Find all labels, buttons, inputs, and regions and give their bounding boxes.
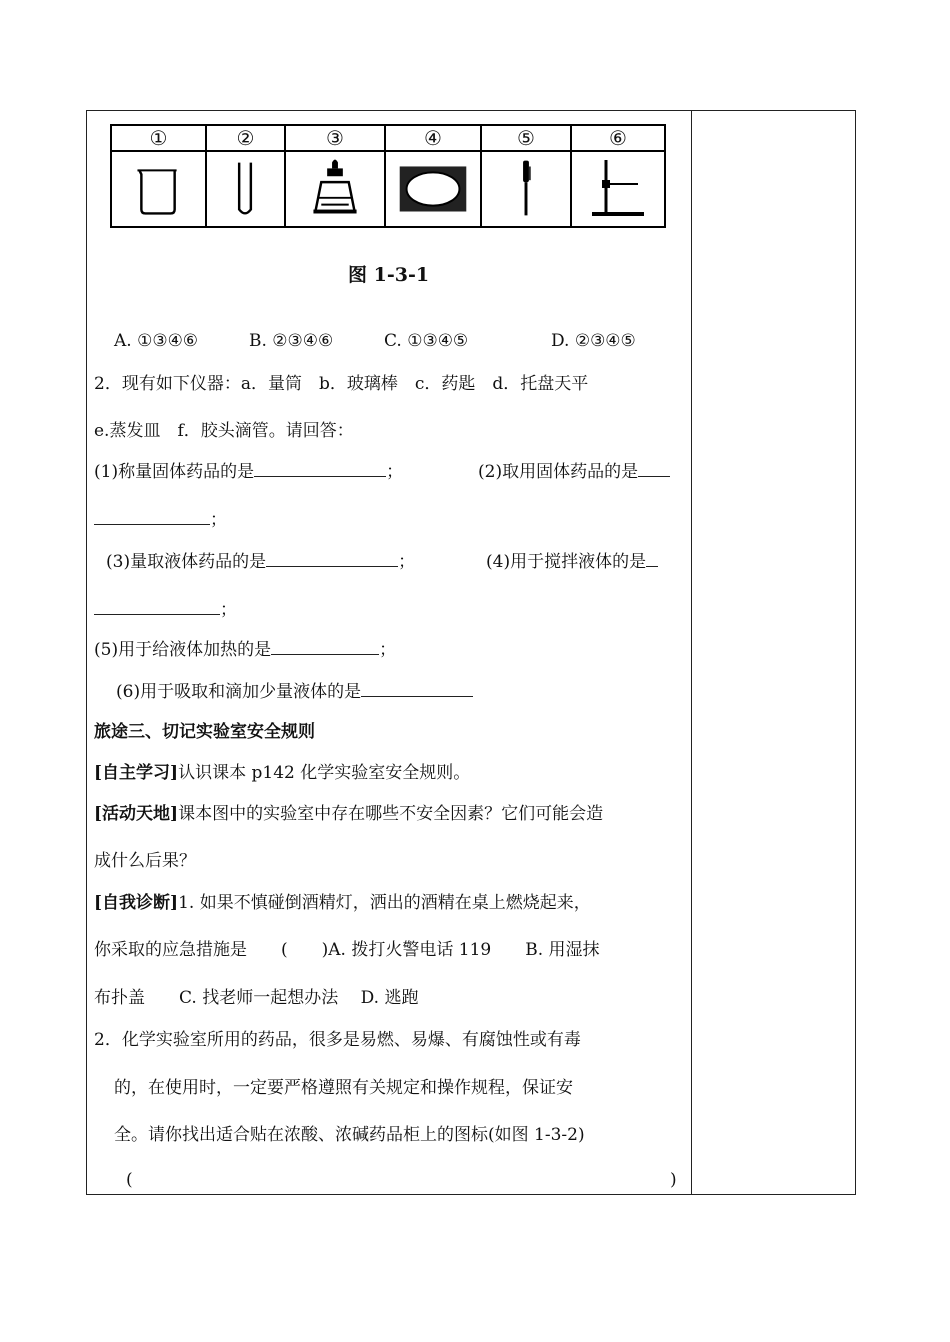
figure-cell-4 — [386, 126, 482, 226]
answer-blank-6[interactable] — [361, 680, 473, 697]
answer-blank-4a[interactable] — [646, 550, 658, 567]
self-study-text: 认识课本 p142 化学实验室安全规则。 — [178, 763, 471, 783]
answer-blank-2a[interactable] — [638, 460, 670, 477]
iron-stand-icon — [572, 156, 664, 220]
figure-number: ③ — [326, 126, 344, 150]
figure-number: ② — [236, 126, 255, 150]
answer-blank-5[interactable] — [271, 638, 379, 655]
part-4 — [486, 550, 658, 574]
question-2-line-2: e.蒸发皿 f．胶头滴管。请回答： — [94, 421, 354, 441]
part-1 — [94, 460, 403, 484]
part-1-label: (1)称量固体药品的是 — [94, 462, 255, 482]
answer-blank-1[interactable] — [254, 460, 386, 477]
part-1-end: ； — [386, 462, 404, 482]
part-2-end: ； — [210, 510, 227, 530]
activity — [94, 802, 603, 826]
figure-cell-5 — [482, 126, 572, 226]
figure-number: ① — [149, 126, 168, 150]
activity-text-2: 成什么后果？ — [94, 851, 196, 871]
activity-tag: [活动天地] — [94, 804, 179, 824]
part-5-label: (5)用于给液体加热的是 — [94, 640, 272, 660]
question-2b-line-2: 的，在使用时，一定要严格遵照有关规定和操作规程，保证安 — [114, 1078, 573, 1098]
question-2-line-1: 2．现有如下仪器：a．量筒 b．玻璃棒 c．药匙 d．托盘天平 — [94, 374, 589, 394]
evaporating-dish-icon — [386, 156, 480, 220]
self-diagnosis-tag: [自我诊断] — [94, 893, 179, 913]
part-4-cont — [94, 598, 237, 622]
option-b: B. ②③④⑥ — [249, 331, 334, 351]
beaker-icon — [112, 156, 205, 220]
figure-number: ⑤ — [517, 126, 535, 150]
answer-blank-2b[interactable] — [94, 508, 210, 525]
figure-cell-1 — [112, 126, 207, 226]
figure-cell-6 — [572, 126, 664, 226]
self-study — [94, 761, 470, 785]
figure-number: ④ — [424, 126, 442, 150]
figure-cell-2 — [207, 126, 286, 226]
part-2-cont — [94, 508, 227, 532]
section-title: 旅途三、切记实验室安全规则 — [94, 722, 315, 742]
option-a: A. ①③④⑥ — [114, 331, 199, 351]
diagnosis-text-3: 布扑盖 C. 找老师一起想办法 D. 逃跑 — [94, 988, 419, 1008]
part-4-end: ； — [220, 600, 237, 620]
question-2b-line-1: 2．化学实验室所用的药品，很多是易燃、易爆、有腐蚀性或有毒 — [94, 1030, 581, 1050]
option-d: D. ②③④⑤ — [551, 331, 636, 351]
part-2-label: (2)取用固体药品的是 — [478, 462, 639, 482]
answer-blank-4b[interactable] — [94, 598, 220, 615]
figure-number: ⑥ — [609, 126, 627, 150]
answer-paren-open: ( — [126, 1170, 133, 1190]
part-3-end: ； — [398, 552, 416, 572]
part-6 — [116, 680, 473, 704]
part-5 — [94, 638, 396, 662]
test-tube-icon — [207, 156, 284, 220]
answer-paren-close: ) — [670, 1170, 677, 1190]
figure-caption: 图 1-3-1 — [348, 264, 430, 286]
part-6-label: (6)用于吸取和滴加少量液体的是 — [116, 682, 362, 702]
question-2b-line-3: 全。请你找出适合贴在浓酸、浓碱药品柜上的图标(如图 1-3-2) — [114, 1125, 585, 1145]
column-divider — [691, 110, 692, 1195]
answer-blank-3[interactable] — [266, 550, 398, 567]
diagnosis-text-1: 1. 如果不慎碰倒酒精灯，洒出的酒精在桌上燃烧起来， — [178, 893, 591, 913]
part-3 — [106, 550, 415, 574]
alcohol-lamp-icon — [286, 156, 384, 220]
activity-text-1: 课本图中的实验室中存在哪些不安全因素？它们可能会造 — [178, 804, 604, 824]
option-c: C. ①③④⑤ — [384, 331, 469, 351]
self-diagnosis — [94, 891, 591, 915]
part-3-label: (3)量取液体药品的是 — [106, 552, 267, 572]
figure-cell-3 — [286, 126, 386, 226]
part-2 — [478, 460, 670, 484]
apparatus-figure — [110, 124, 666, 228]
diagnosis-text-2: 你采取的应急措施是 ( )A. 拨打火警电话 119 B. 用湿抹 — [94, 940, 600, 960]
part-4-label: (4)用于搅拌液体的是 — [486, 552, 647, 572]
part-5-end: ； — [379, 640, 397, 660]
medicine-spoon-icon — [482, 156, 570, 220]
self-study-tag: [自主学习] — [94, 763, 179, 783]
